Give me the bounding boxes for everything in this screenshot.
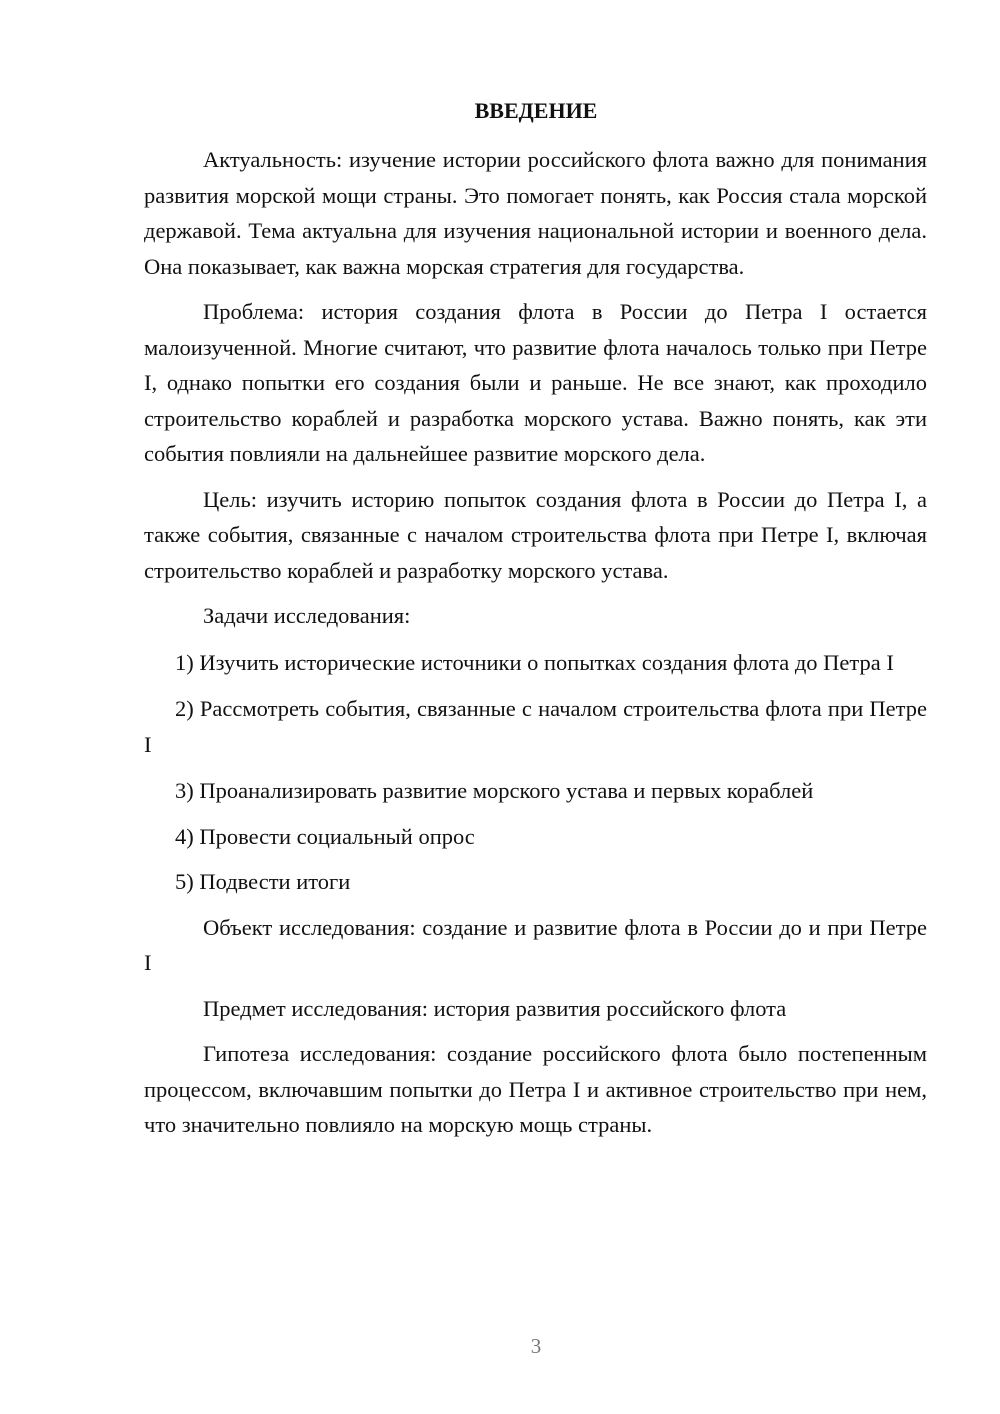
- subject-paragraph: Предмет исследования: история развития российского флота: [203, 995, 787, 1021]
- tasks-title: Задачи исследования:: [203, 603, 411, 628]
- section-heading: ВВЕДЕНИЕ: [474, 98, 598, 123]
- task-item-4: 4) Провести социальный опрос: [175, 823, 475, 849]
- page-number: 3: [530, 1334, 542, 1358]
- task-item-2: 2) Рассмотреть события, связанные с началом строительства флота при Петре I: [144, 696, 927, 757]
- goal-paragraph: Цель: изучить историю попыток создания флота в России до Петра I, а также события, связанные с началом строительства флота при Петре I, включая строительство кораблей и разработку морского устава.: [144, 486, 927, 583]
- hypothesis-paragraph: Гипотеза исследования: создание российского флота было постепенным процессом, включавшим попытки до Петра I и активное строительство при нем, что значительно повлияло на морскую мощь страны.: [144, 1041, 927, 1137]
- introduction-body: [144, 142, 927, 1143]
- task-item-3: 3) Проанализировать развитие морского устава и первых кораблей: [175, 778, 814, 803]
- problem-paragraph: Проблема: история создания флота в России до Петра I остается малоизученной. Многие считают, что развитие флота началось только при Петре I, однако попытки его создания были и раньше. Не все знают, как проходило строительство кораблей и разработка морского устава. Важно понять, как эти события повлияли на дальнейшее развитие морского дела.: [144, 299, 927, 466]
- task-item-5: 5) Подвести итоги: [175, 869, 351, 894]
- relevance-paragraph: Актуальность: изучение истории российского флота важно для понимания развития морской мощи страны. Это помогает понять, как Россия стала морской державой. Тема актуальна для изучения национальной истории и военного дела. Она показывает, как важна морская стратегия для государства.: [144, 147, 927, 279]
- task-item-1: 1) Изучить исторические источники о попытках создания флота до Петра I: [175, 649, 894, 675]
- object-paragraph: Объект исследования: создание и развитие флота в России до и при Петре I: [144, 914, 927, 975]
